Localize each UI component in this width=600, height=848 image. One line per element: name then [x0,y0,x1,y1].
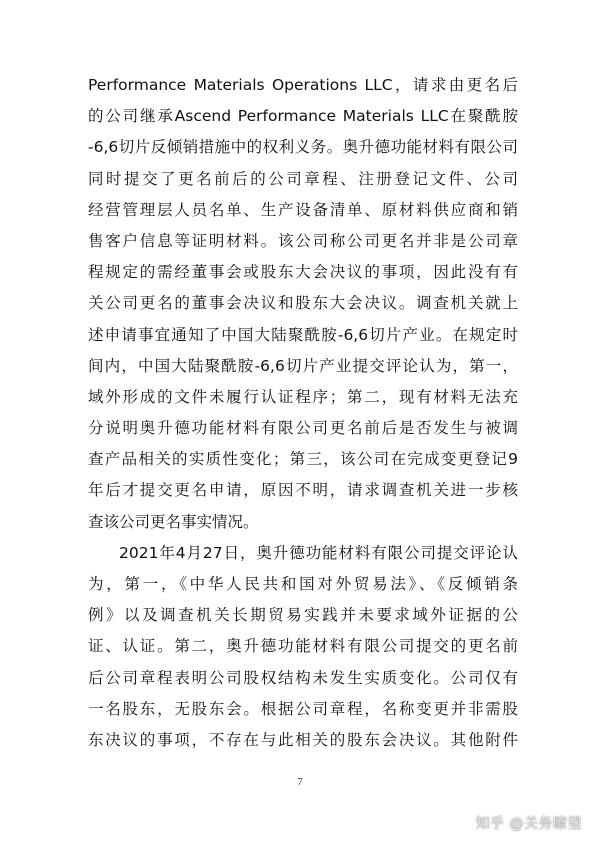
text-line-19: 证、认证。第二，奥升德功能材料有限公司提交的更名前 [88,637,518,656]
body-text [88,70,518,756]
text-line-9: 述申请事宜通知了中国大陆聚酰胺-6,6切片产业。在规定时 [88,325,518,344]
text-line-3: -6,6切片反倾销措施中的权利义务。奥升德功能材料有限公司 [88,138,518,157]
text-line-20: 后公司章程表明公司股权结构未发生实质变化。公司仅有 [88,668,518,687]
text-line-18: 例》以及调查机关长期贸易实践并未要求域外证据的公 [88,606,518,625]
text-line-4: 同时提交了更名前后的公司章程、注册登记文件、公司 [88,169,518,188]
text-line-14: 年后才提交更名申请，原因不明，请求调查机关进一步核 [88,481,518,500]
text-line-16: 2021年4月27日，奥升德功能材料有限公司提交评论认 [119,543,518,562]
text-line-6: 售客户信息等证明材料。该公司称公司更名并非是公司章 [88,231,518,250]
text-line-15: 查该公司更名事实情况。 [88,512,259,531]
text-line-2: 的公司继承Ascend Performance Materials LLC在聚酰胺 [88,107,518,126]
text-line-11: 域外形成的文件未履行认证程序；第二，现有材料无法充 [88,387,518,406]
text-line-17: 为，第一，《中华人民共和国对外贸易法》、《反倾销条 [88,575,518,593]
text-line-22: 东决议的事项，不存在与此相关的股东会决议。其他附件 [88,730,518,749]
text-line-1: Performance Materials Operations LLC，请求由更名后 [88,76,518,94]
text-line-5: 经营管理层人员名单、生产设备清单、原材料供应商和销 [88,200,518,219]
text-line-10: 间内，中国大陆聚酰胺-6,6切片产业提交评论认为，第一， [88,356,518,375]
watermark-text: 知乎 @关务瞭望 [475,816,582,832]
text-line-21: 一名股东，无股东会。根据公司章程，名称变更并非需股 [88,699,518,718]
text-line-8: 关公司更名的董事会决议和股东大会决议。调查机关就上 [88,294,518,313]
text-line-12: 分说明奥升德功能材料有限公司更名前后是否发生与被调 [88,419,518,438]
text-line-7: 程规定的需经董事会或股东大会决议的事项，因此没有有 [88,263,518,282]
page-number: 7 [297,776,303,788]
text-line-13: 查产品相关的实质性变化；第三，该公司在完成变更登记9 [88,450,518,469]
